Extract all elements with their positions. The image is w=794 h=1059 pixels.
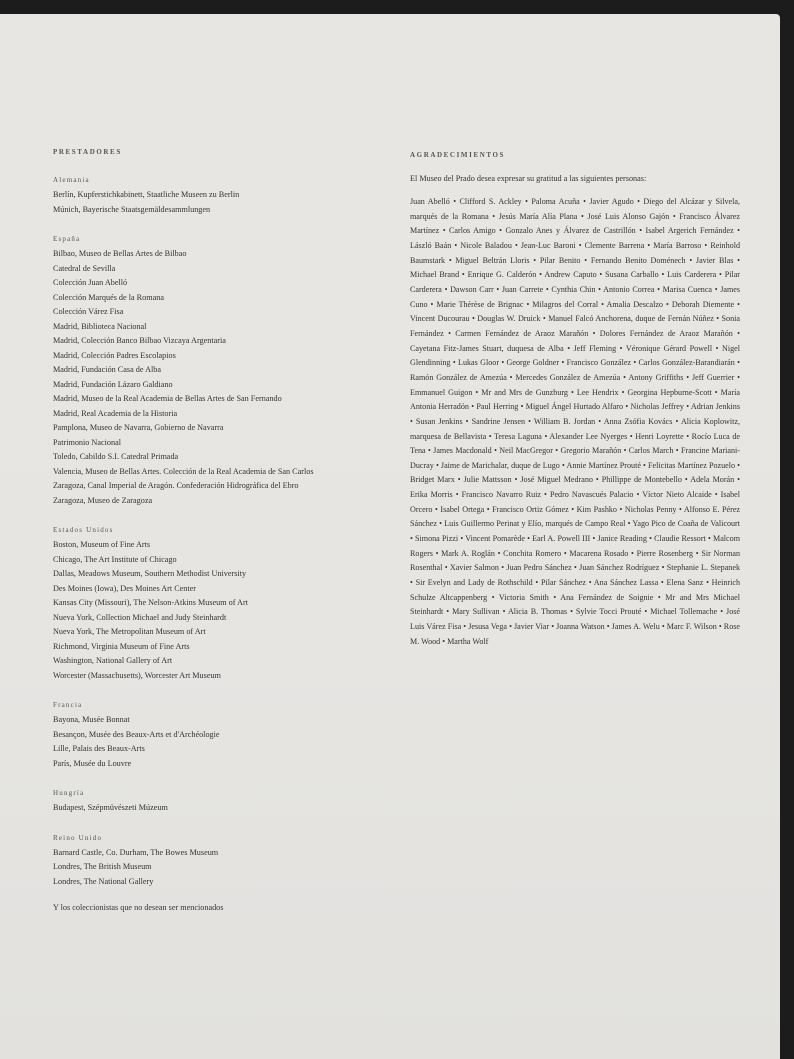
- lender-entry: Dallas, Meadows Museum, Southern Methodist University: [53, 569, 247, 578]
- lender-entry: Besançon, Musée des Beaux-Arts et d'Archéologie: [53, 729, 220, 739]
- lender-entry: Lille, Palais des Beaux-Arts: [53, 744, 145, 753]
- lender-entry: Catedral de Sevilla: [53, 263, 116, 273]
- lender-entry: Berlín, Kupferstichkabinett, Staatliche Museen zu Berlin: [53, 190, 240, 199]
- lender-entry: Madrid, Colección Banco Bilbao Vizcaya Argentaria: [53, 336, 226, 345]
- lender-entry: Nueva York, The Metropolitan Museum of Art: [53, 627, 206, 636]
- lender-entry: Madrid, Fundación Casa de Alba: [53, 365, 162, 374]
- lender-entry: Bilbao, Museo de Bellas Artes de Bilbao: [53, 249, 187, 258]
- lender-group: [53, 235, 383, 508]
- lender-entry: Madrid, Museo de la Real Academia de Bellas Artes de San Fernando: [53, 394, 282, 403]
- lender-entry: Pamplona, Museo de Navarra, Gobierno de Navarra: [53, 423, 224, 432]
- lender-entry: Madrid, Fundación Lázaro Galdiano: [53, 379, 173, 389]
- country-label: Reino Unido: [53, 833, 103, 842]
- acknowledgements-column: [410, 151, 740, 657]
- country-label: Hungría: [53, 789, 85, 797]
- lender-entry: Bayona, Musée Bonnat: [53, 715, 130, 724]
- lender-entry: Barnard Castle, Co. Durham, The Bowes Museum: [53, 847, 219, 857]
- acknowledgements-names: Juan Abelló • Clifford S. Ackley • Paloma Acuña • Javier Agudo • Diego del Alcázar y Silvela, marqués de la Romana • Jesús María Alía Plana • José Luis Alonso Gajón • Francisco Álvarez Martínez • Carlos Amigo • Gonzalo Anes y Álvarez de Castrillón • Isabel Argerich Fernández • László Baán • Nicole Baladou • Jean-Luc Baroni • Clemente Barrena • María Barroso • Reinhold Baumstark • Miguel Beltrán Lloris • Pilar Benito • Fernando Benito Doménech • Javier Blas • Michael Brand • Enrique G. Calderón • Andrew Caputo • Susana Carballo • Luis Carderera • Pilar Carderera • Dawson Carr • Juan Carrete • Cynthia Chin • Antonio Correa • Marisa Cuenca • James Cuno • Marie Thérèse de Brignac • Milagros del Corral • Amalia Descalzo • Deborah Diemente • Vincent Ducourau • Douglas W. Druick • Manuel Falcó Anchorena, duque de Fernán Núñez • Sonia Fernández • Carmen Fernández de Araoz Marañón • Dolores Fernández de Araoz Marañón • Cayetana Fitz-James Stuart, duquesa de Alba • Jeff Fleming • Véronique Gérard Powell • Nigel Glendinning • Lukas Gloor • George Goldner • Francisco González • Carlos González-Barandiarán • Ramón González de Amezúa • Mercedes González de Amezúa • Antony Griffiths • Jeff Guerrier • Emmanuel Guigon • Mr and Mrs de Gunzburg • Lee Hendrix • Georgina Hepburne-Scott • María Antonia Herradón • Paul Herring • Miguel Ángel Hurtado Alfaro • Nicholas Jeffrey • Adrian Jenkins • Susan Jenkins • Sandrine Jensen • William B. Jordan • Anna Zsófia Kovács • Alicia Koplowitz, marquesa de Bellavista • Teresa Laguna • Alexander Lee Nyerges • Henri Loyrette • Rocío Luca de Tena • James Macdonald • Neil MacGregor • Gregorio Marañón • Carlos March • Francine Mariani-Ducray • Jaime de Marichalar, duque de Lugo • Annie Martínez Prouté • Felicitas Martínez Pozuelo • Bridget Marx • Julie Mattsson • José Miguel Medrano • Phillippe de Montebello • Adela Morán • Erika Morris • Francisco Navarro Ruiz • Pedro Navascués Palacio • Víctor Nieto Alcaide • Isabel Orcero • Isabel Ortega • Francisco Ortiz Gómez • Kim Pashko • Nicholas Penny • Alfonso E. Pérez Sánchez • Luis Guillermo Perinat y Elío, marqués de Campo Real • Yago Pico de Coaña de Valicourt • Simona Pizzi • Vincent Pomarède • Earl A. Powell III • Janice Reading • Claudie Ressort • Malcom Rogers • Mark A. Roglán • Conchita Romero • Macarena Rosado • Pierre Rosenberg • Sir Norman Rosenthal • Xavier Salmon • Juan Pedro Sánchez • Juan Sánchez Rodríguez • Stephanie L. Stepanek • Sir Evelyn and Lady de Rothschild • Pilar Sánchez • Ana Sánchez Lassa • Elena Sanz • Heinrich Schulze Altcappenberg • Victoria Smith • Ana Fernández de Soignie • Mr and Mrs Michael Steinhardt • Mary Sullivan • Alicia B. Thomas • Sylvie Tocci Prouté • Michael Tollemache • José Luis Várez Fisa • Jesusa Vega • Javier Viar • Joanna Watson • James A. Welu • Marc F. Wilson • Rose M. Wood • Martha Wolf: [410, 197, 740, 646]
- lender-group: [53, 526, 383, 683]
- lender-entry: Londres, The National Gallery: [53, 876, 154, 886]
- lender-entry: Zaragoza, Canal Imperial de Aragón. Confederación Hidrográfica del Ebro: [53, 481, 299, 490]
- acknowledgements-intro: El Museo del Prado desea expresar su gratitud a las siguientes personas:: [410, 174, 647, 183]
- lenders-list: [53, 176, 383, 889]
- lender-entry: Madrid, Colección Padres Escolapios: [53, 350, 176, 360]
- lender-entry: Londres, The British Museum: [53, 862, 152, 871]
- lender-entry: Madrid, Real Academia de la Historia: [53, 408, 178, 418]
- country-label: España: [53, 235, 81, 243]
- lenders-heading: PRESTADORES: [53, 148, 122, 156]
- lender-group: [53, 701, 383, 771]
- lender-entry: Budapest, Szépmüvészeti Múzeum: [53, 803, 168, 812]
- lender-entry: Kansas City (Missouri), The Nelson-Atkins Museum of Art: [53, 598, 248, 607]
- lender-entry: Colección Marqués de la Romana: [53, 292, 164, 302]
- lender-entry: Toledo, Cabildo S.I. Catedral Primada: [53, 452, 179, 461]
- lender-entry: París, Musée du Louvre: [53, 758, 132, 768]
- lender-entry: Valencia, Museo de Bellas Artes. Colección de la Real Academia de San Carlos: [53, 466, 314, 476]
- lender-entry: Nueva York, Collection Michael and Judy Steinhardt: [53, 612, 227, 622]
- lender-group: [53, 176, 383, 217]
- acknowledgements-heading: AGRADECIMIENTOS: [410, 151, 506, 159]
- lender-group: [53, 789, 383, 816]
- lender-entry: Boston, Museum of Fine Arts: [53, 540, 151, 549]
- country-label: Estados Unidos: [53, 526, 114, 534]
- lenders-closing-note: Y los coleccionistas que no desean ser mencionados: [53, 903, 224, 912]
- lender-entry: Des Moines (Iowa), Des Moines Art Center: [53, 583, 197, 593]
- book-page: [0, 14, 780, 1059]
- lender-entry: Patrimonio Nacional: [53, 437, 121, 447]
- lender-entry: Colección Várez Fisa: [53, 307, 124, 316]
- country-label: Alemania: [53, 176, 90, 184]
- lender-group: [53, 834, 383, 890]
- lenders-column: [53, 148, 383, 912]
- lender-entry: Múnich, Bayerische Staatsgemäldesammlungen: [53, 204, 211, 214]
- lender-entry: Zaragoza, Museo de Zaragoza: [53, 495, 153, 505]
- lender-entry: Madrid, Biblioteca Nacional: [53, 321, 147, 331]
- lender-entry: Washington, National Gallery of Art: [53, 656, 173, 665]
- lender-entry: Worcester (Massachusetts), Worcester Art Museum: [53, 670, 221, 680]
- country-label: Francia: [53, 701, 83, 709]
- lender-entry: Richmond, Virginia Museum of Fine Arts: [53, 641, 190, 651]
- lender-entry: Chicago, The Art Institute of Chicago: [53, 554, 177, 564]
- lender-entry: Colección Juan Abelló: [53, 278, 128, 287]
